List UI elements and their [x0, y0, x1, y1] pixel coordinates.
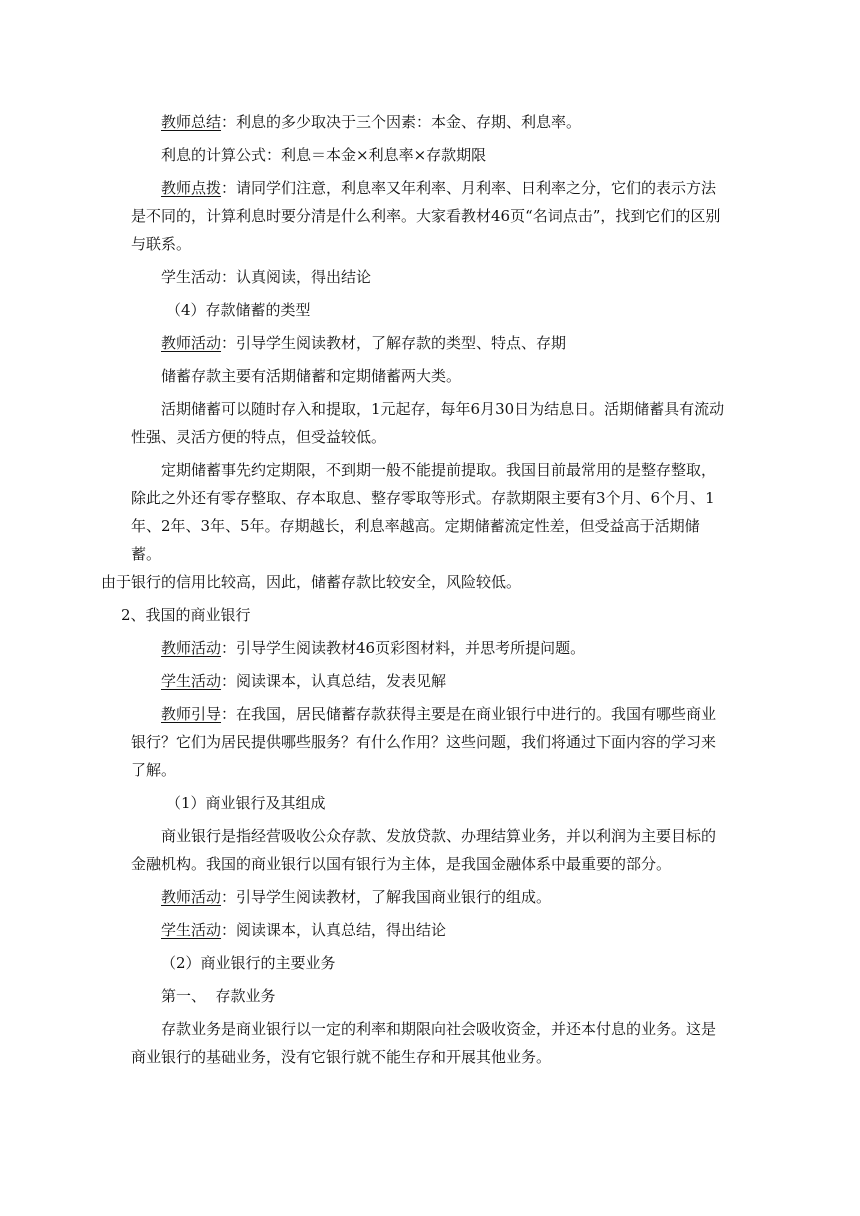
heading-bank-composition [131, 789, 729, 817]
label-student-activity: 学生活动 [161, 672, 222, 690]
paragraph-demand-savings [131, 395, 729, 451]
heading-text: 2、我国的商业银行 [121, 606, 251, 624]
paragraph-teacher-guide [131, 700, 729, 784]
paragraph-text: ：请同学们注意，利息率又年利率、月利率、日利率之分，它们的表示方法是不同的，计算利息时要分清是什么利率。大家看教材46页“名词点击”，找到它们的区别与联系。 [131, 179, 721, 253]
label-teacher-tip: 教师点拨 [161, 179, 222, 197]
paragraph-text: 学生活动：认真阅读，得出结论 [161, 268, 372, 286]
paragraph-teacher-summary [131, 108, 729, 136]
heading-text: 第一、 存款业务 [161, 987, 276, 1005]
paragraph-student-activity-3 [131, 916, 729, 944]
document-body [101, 108, 729, 1071]
paragraph-student-activity-2 [131, 667, 729, 695]
paragraph-savings-categories [131, 362, 729, 390]
heading-text: （4）存款储蓄的类型 [166, 301, 311, 319]
paragraph-deposit-business [131, 1015, 729, 1071]
paragraph-text: ：引导学生阅读教材，了解我国商业银行的组成。 [221, 888, 552, 906]
label-teacher-summary: 教师总结 [161, 113, 222, 131]
paragraph-teacher-activity [131, 329, 729, 357]
paragraph-text: 活期储蓄可以随时存入和提取，1元起存，每年6月30日为结息日。活期储蓄具有流动性强、灵活方便的特点，但受益较低。 [131, 400, 725, 446]
label-teacher-guide: 教师引导 [161, 705, 222, 723]
label-student-activity: 学生活动 [161, 921, 222, 939]
paragraph-teacher-activity-3 [131, 883, 729, 911]
paragraph-teacher-tip [131, 174, 729, 258]
paragraph-bank-definition [131, 822, 729, 878]
paragraph-text: 存款业务是商业银行以一定的利率和期限向社会吸收资金，并还本付息的业务。这是商业银行的基础业务，没有它银行就不能生存和开展其他业务。 [131, 1020, 717, 1066]
label-teacher-activity: 教师活动 [161, 334, 222, 352]
label-teacher-activity: 教师活动 [161, 639, 222, 657]
heading-bank-business [131, 949, 729, 977]
paragraph-teacher-activity-2 [131, 634, 729, 662]
paragraph-bank-credit [101, 568, 729, 596]
heading-savings-types [131, 296, 729, 324]
paragraph-text: 由于银行的信用比较高，因此，储蓄存款比较安全，风险较低。 [101, 573, 522, 591]
paragraph-fixed-savings [131, 456, 729, 568]
paragraph-text: 定期储蓄事先约定期限，不到期一般不能提前提取。我国目前最常用的是整存整取，除此之外还有零存整取、存本取息、整存零取等形式。存款期限主要有3个月、6个月、1年、2年、3年、5年。存期越长，利息率越高。定期储蓄流定性差，但受益高于活期储蓄。 [131, 461, 717, 563]
paragraph-text: 储蓄存款主要有活期储蓄和定期储蓄两大类。 [161, 367, 462, 385]
heading-deposit-business [131, 982, 729, 1010]
paragraph-interest-formula [131, 141, 729, 169]
label-teacher-activity: 教师活动 [161, 888, 222, 906]
heading-text: （2）商业银行的主要业务 [161, 954, 336, 972]
paragraph-text: ：阅读课本，认真总结，发表见解 [221, 672, 447, 690]
paragraph-text: ：阅读课本，认真总结，得出结论 [221, 921, 447, 939]
paragraph-text: 利息的计算公式：利息＝本金×利息率×存款期限 [161, 146, 487, 164]
paragraph-text: ：引导学生阅读教材，了解存款的类型、特点、存期 [221, 334, 567, 352]
paragraph-text: ：引导学生阅读教材46页彩图材料，并思考所提问题。 [221, 639, 586, 657]
paragraph-text: 商业银行是指经营吸收公众存款、发放贷款、办理结算业务，并以利润为主要目标的金融机构。我国的商业银行以国有银行为主体，是我国金融体系中最重要的部分。 [131, 827, 717, 873]
heading-text: （1）商业银行及其组成 [166, 794, 326, 812]
heading-commercial-banks [111, 601, 729, 629]
paragraph-student-activity [131, 263, 729, 291]
paragraph-text: ：利息的多少取决于三个因素：本金、存期、利息率。 [221, 113, 582, 131]
paragraph-text: ：在我国，居民储蓄存款获得主要是在商业银行中进行的。我国有哪些商业银行？它们为居民提供哪些服务？有什么作用？这些问题，我们将通过下面内容的学习来了解。 [131, 705, 717, 779]
